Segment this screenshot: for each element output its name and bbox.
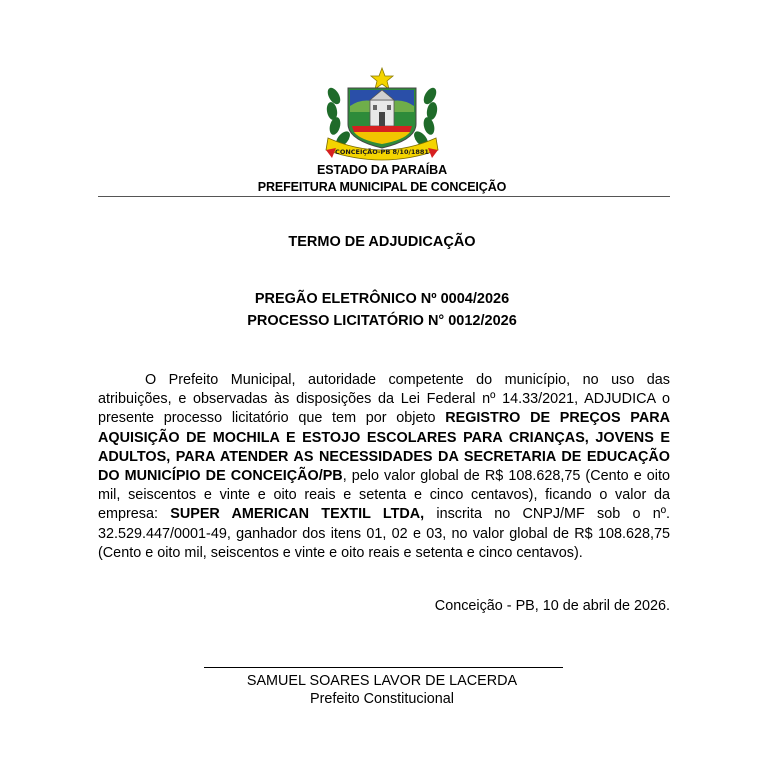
- document-title: TERMO DE ADJUDICAÇÃO: [288, 234, 476, 250]
- place-date: Conceição - PB, 10 de abril de 2026.: [434, 598, 670, 614]
- adjudication-body: [98, 371, 670, 563]
- municipal-coat-of-arms: [324, 66, 440, 166]
- signatory-role: Prefeito Constitucional: [310, 691, 454, 707]
- company-name: SUPER AMERICAN TEXTIL LTDA,: [170, 506, 425, 523]
- crest-ribbon-text: CONCEIÇÃO-PB 8/10/1881: [335, 148, 429, 156]
- header-state: ESTADO DA PARAÍBA: [316, 163, 447, 177]
- object-description: REGISTRO DE PREÇOS PARA AQUISIÇÃO DE MOCHILA E ESTOJO ESCOLARES PARA CRIANÇAS, JOVENS E ADULTOS, PARA ATENDER AS NECESSIDADES DA SECRETARIA DE EDUCAÇÃO DO MUNICÍPIO DE CONCEIÇÃO/PB: [98, 410, 671, 485]
- signatory-name: SAMUEL SOARES LAVOR DE LACERDA: [246, 673, 518, 689]
- header-divider: [98, 196, 670, 197]
- star-icon: [371, 68, 393, 89]
- body-part3: inscrita no CNPJ/MF sob o nº. 32.529.447/0001-49, ganhador dos itens 01, 02 e 03, no valor global de R$ 108.628,75 (Cento e oito mil, seiscentos e vinte e oito reais e setenta e cinco centavos).: [98, 506, 670, 561]
- processo-number: PROCESSO LICITATÓRIO N° 0012/2026: [247, 313, 517, 329]
- header-municipality: PREFEITURA MUNICIPAL DE CONCEIÇÃO: [257, 180, 507, 194]
- body-part1: O Prefeito Municipal, autoridade competente do município, no uso das atribuições, e observadas às disposições da Lei Federal nº 14.33/2021, ADJUDICA o presente processo licitatório que tem por objeto: [98, 372, 670, 427]
- adjudication-paragraph: [98, 371, 670, 563]
- signature-line: [204, 667, 563, 668]
- pregao-number: PREGÃO ELETRÔNICO Nº 0004/2026: [254, 291, 510, 307]
- body-part2: , pelo valor global de R$ 108.628,75 (Cento e oito mil, seiscentos e vinte e oito reais e setenta e cinco centavos), ficando o valor da empresa:: [98, 468, 670, 523]
